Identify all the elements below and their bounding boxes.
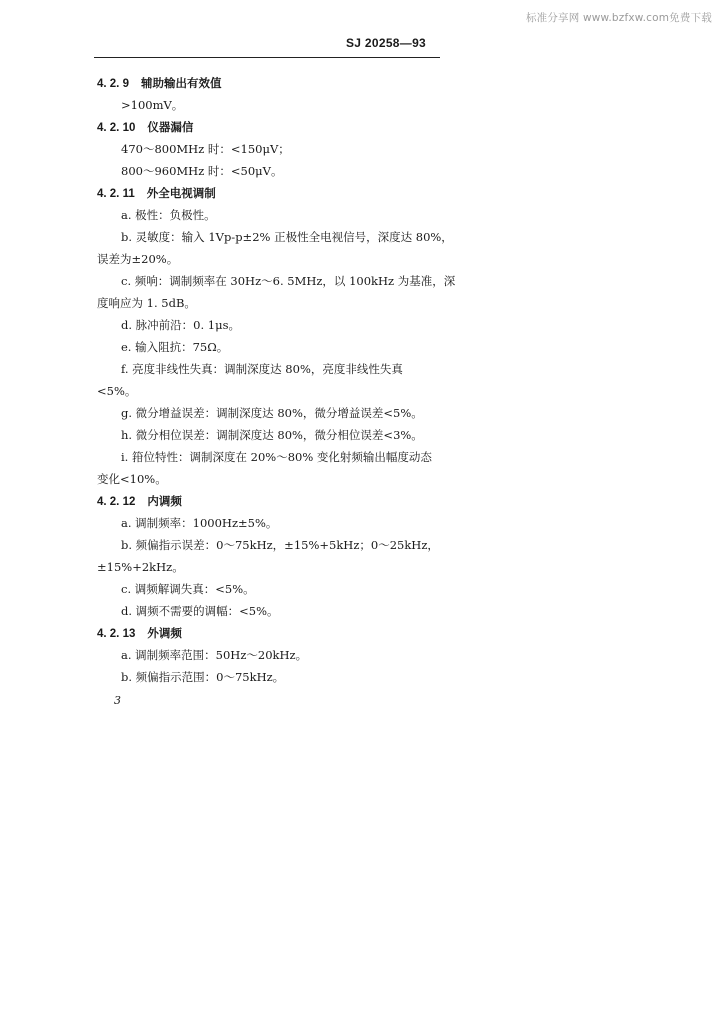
list-item: c. 调频解调失真：<5%。 [121, 582, 255, 596]
list-item: a. 调制频率范围：50Hz～20kHz。 [121, 648, 308, 662]
section-heading [97, 119, 193, 136]
list-item: c. 频响：调制频率在 30Hz～6. 5MHz，以 100kHz 为基准，深 [121, 274, 456, 288]
header-rule [94, 57, 440, 58]
list-item: b. 频偏指示范围：0～75kHz。 [121, 670, 285, 684]
section-title: 外调频 [147, 626, 182, 640]
list-item-continuation: 变化<10%。 [97, 472, 167, 486]
text-line: 800～960MHz 时：<50μV。 [121, 164, 283, 178]
section-heading [97, 493, 182, 510]
standard-code-header: SJ 20258—93 [345, 36, 427, 50]
page-number: 3 [114, 694, 121, 707]
section-number: 4. 2. 11 [97, 188, 135, 200]
list-item-continuation: <5%。 [97, 384, 137, 398]
text-line: 470～800MHz 时：<150μV； [121, 142, 290, 156]
section-number: 4. 2. 12 [97, 496, 136, 508]
section-number: 4. 2. 10 [97, 122, 136, 134]
list-item: e. 输入阻抗：75Ω。 [121, 340, 229, 354]
section-title: 辅助输出有效值 [140, 76, 222, 90]
section-heading [97, 625, 182, 642]
list-item: b. 灵敏度：输入 1Vp-p±2% 正极性全电视信号，深度达 80%， [121, 230, 453, 244]
list-item: h. 微分相位误差：调制深度达 80%，微分相位误差<3%。 [121, 428, 423, 442]
list-item-continuation: ±15%+2kHz。 [97, 560, 184, 574]
list-item: g. 微分增益误差：调制深度达 80%，微分增益误差<5%。 [121, 406, 423, 420]
list-item: i. 箝位特性：调制深度在 20%～80% 变化射频输出幅度动态 [121, 450, 432, 464]
list-item-continuation: 误差为±20%。 [97, 252, 179, 266]
list-item: f. 亮度非线性失真：调制深度达 80%，亮度非线性失真 [121, 362, 403, 376]
section-number: 4. 2. 13 [97, 628, 136, 640]
section-title: 仪器漏信 [147, 120, 194, 134]
section-heading [97, 185, 216, 202]
section-number: 4. 2. 9 [97, 78, 129, 90]
list-item: b. 频偏指示误差：0～75kHz，±15%+5kHz；0～25kHz， [121, 538, 439, 552]
list-item: d. 脉冲前沿：0. 1μs。 [121, 318, 240, 332]
list-item: a. 调制频率：1000Hz±5%。 [121, 516, 278, 530]
section-title: 外全电视调制 [146, 186, 216, 200]
section-title: 内调频 [147, 494, 182, 508]
list-item: d. 调频不需要的调幅：<5%。 [121, 604, 279, 618]
site-watermark: 标准分享网 www.bzfxw.com免费下载 [525, 12, 712, 24]
text-line: >100mV。 [121, 98, 184, 112]
section-heading [97, 75, 221, 92]
list-item-continuation: 度响应为 1. 5dB。 [97, 296, 196, 310]
list-item: a. 极性：负极性。 [121, 208, 216, 222]
